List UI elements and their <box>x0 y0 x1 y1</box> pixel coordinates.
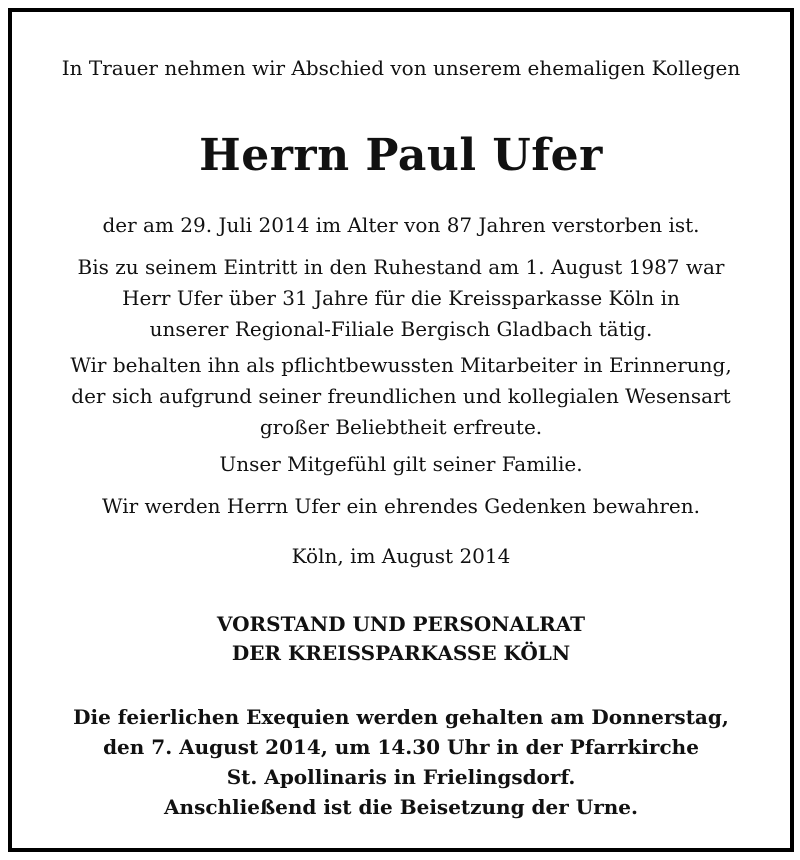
memory-line: der sich aufgrund seiner freundlichen und kollegialen Wesensart <box>71 384 731 408</box>
funeral-line: Anschließend ist die Beisetzung der Urne. <box>164 795 638 819</box>
honor-line: Wir werden Herrn Ufer ein ehrendes Gedenken bewahren. <box>101 494 700 518</box>
funeral-details <box>12 702 790 822</box>
memory-paragraph <box>12 350 790 443</box>
career-line: Herr Ufer über 31 Jahre für die Kreissparkasse Köln in <box>122 286 680 310</box>
career-line: Bis zu seinem Eintritt in den Ruhestand am 1. August 1987 war <box>77 255 725 279</box>
funeral-line: St. Apollinaris in Frielingsdorf. <box>226 765 576 789</box>
career-paragraph <box>12 252 790 345</box>
signatory-line: DER KREISSPARKASSE KÖLN <box>231 641 571 665</box>
obituary-notice <box>8 8 794 852</box>
funeral-line: den 7. August 2014, um 14.30 Uhr in der Pfarrkirche <box>103 735 699 759</box>
death-date-line: der am 29. Juli 2014 im Alter von 87 Jahren verstorben ist. <box>102 213 700 237</box>
memory-line: Wir behalten ihn als pflichtbewussten Mitarbeiter in Erinnerung, <box>70 353 732 377</box>
place-date: Köln, im August 2014 <box>291 544 511 568</box>
sympathy-line: Unser Mitgefühl gilt seiner Familie. <box>219 452 583 476</box>
signatories <box>12 610 790 668</box>
intro-line: In Trauer nehmen wir Abschied von unserem ehemaligen Kollegen <box>61 56 741 80</box>
deceased-name: Herrn Paul Ufer <box>199 130 603 181</box>
memory-line: großer Beliebtheit erfreute. <box>259 415 543 439</box>
signatory-line: VORSTAND UND PERSONALRAT <box>216 612 586 636</box>
career-line: unserer Regional-Filiale Bergisch Gladbach tätig. <box>149 317 653 341</box>
funeral-line: Die feierlichen Exequien werden gehalten am Donnerstag, <box>73 705 729 729</box>
